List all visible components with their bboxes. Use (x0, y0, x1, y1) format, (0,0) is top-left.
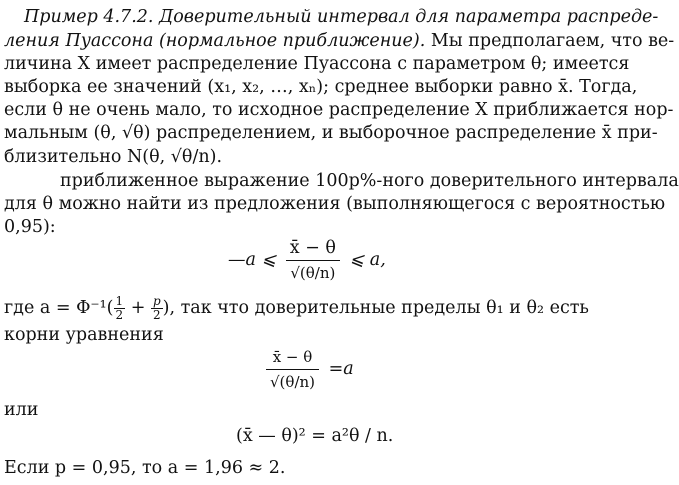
eq1-left: —a ⩽ (228, 250, 277, 270)
p-half-fraction (151, 295, 163, 322)
line-2-text: Мы предполагаем, что ве- (430, 31, 675, 51)
paragraph-line-10: 0,95): (4, 217, 56, 237)
paragraph-line-7: близительно N(θ, √θ/n). (4, 147, 223, 167)
example-heading-cont: ления Пуассона (нормальное приближение). (4, 31, 426, 51)
line-11-start: где a = Φ⁻¹( (4, 298, 114, 318)
paragraph-line-1 (24, 6, 659, 28)
paragraph-line-3: личина X имеет распределение Пуассона с параметром θ; имеется (4, 54, 630, 74)
half-num: 1 (115, 294, 124, 308)
paragraph-line-4: выборка ее значений (x₁, x₂, …, xₙ); среднее выборки равно x̄. Тогда, (4, 77, 638, 97)
eq2-numerator: x̄ − θ (266, 346, 319, 370)
half-fraction (114, 295, 126, 322)
p-half-den: 2 (153, 308, 161, 322)
paragraph-line-8: приближенное выражение 100p%-ного доверительного интервала (60, 171, 679, 191)
eq1-denominator: √(θ/n) (290, 264, 336, 282)
line-11-end: ), так что доверительные пределы θ₁ и θ₂ есть (162, 298, 589, 318)
equation-3: (x̄ — θ)² = a²θ / n. (236, 426, 394, 446)
example-heading: Пример 4.7.2. Доверительный интервал для параметра распреде- (24, 7, 659, 27)
paragraph-line-11 (4, 295, 589, 322)
paragraph-line-14: Если p = 0,95, то a = 1,96 ≈ 2. (4, 458, 286, 478)
eq2-right: =a (328, 359, 354, 379)
paragraph-line-9: для θ можно найти из предложения (выполняющегося с вероятностью (4, 194, 666, 214)
eq2-fraction (266, 346, 319, 393)
paragraph-line-13: или (4, 400, 39, 420)
eq1-numerator: x̄ − θ (286, 237, 340, 261)
half-den: 2 (115, 308, 124, 322)
eq1-fraction (286, 237, 340, 284)
paragraph-line-2 (4, 30, 675, 52)
equation-2 (262, 346, 354, 393)
p-half-num: p (152, 294, 161, 308)
paragraph-line-6: мальным (θ, √θ) распределением, и выборочное распределение x̄ при- (4, 123, 658, 143)
plus-sign: + (130, 298, 146, 318)
paragraph-line-5: если θ не очень мало, то исходное распределение X приближается нор- (4, 100, 674, 120)
equation-1 (228, 237, 386, 284)
eq2-denominator: √(θ/n) (270, 373, 316, 391)
paragraph-line-12: корни уравнения (4, 325, 164, 345)
eq1-right: ⩽ a, (349, 250, 386, 270)
